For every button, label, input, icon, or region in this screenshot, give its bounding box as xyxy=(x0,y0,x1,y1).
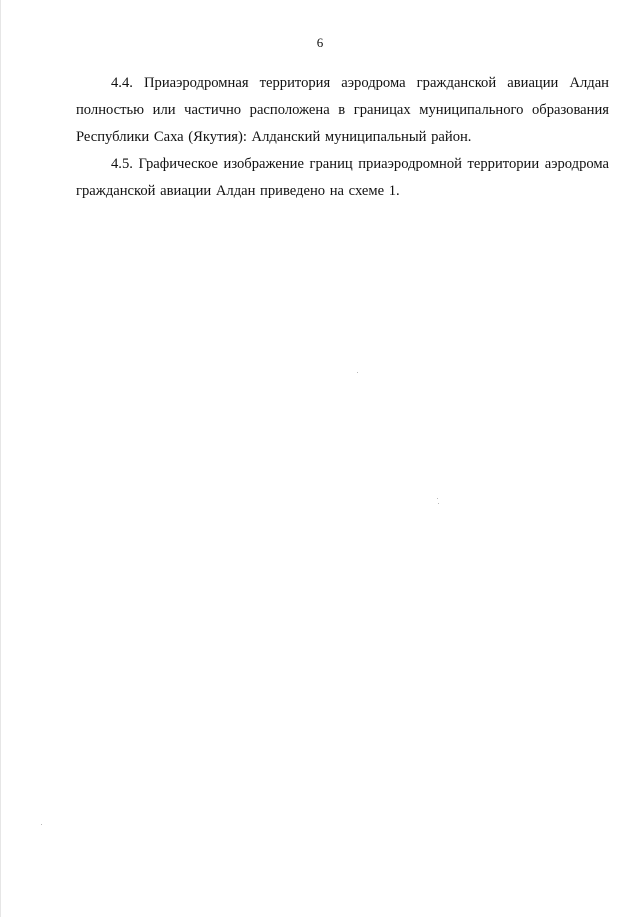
document-body xyxy=(76,70,609,205)
scan-speck xyxy=(437,498,438,499)
scan-speck xyxy=(438,503,439,504)
scan-speck xyxy=(357,372,358,373)
page-number: 6 xyxy=(316,35,324,50)
paragraph-4-5: 4.5. Графическое изображение границ приаэродромной территории аэродрома гражданской авиации Алдан приведено на схеме 1. xyxy=(76,156,609,199)
scan-speck xyxy=(41,824,42,825)
paragraph-4-4: 4.4. Приаэродромная территория аэродрома гражданской авиации Алдан полностью или частично расположена в границах муниципального образования Республики Саха (Якутия): Алданский муниципальный район. xyxy=(76,75,609,145)
scan-edge xyxy=(0,0,1,917)
